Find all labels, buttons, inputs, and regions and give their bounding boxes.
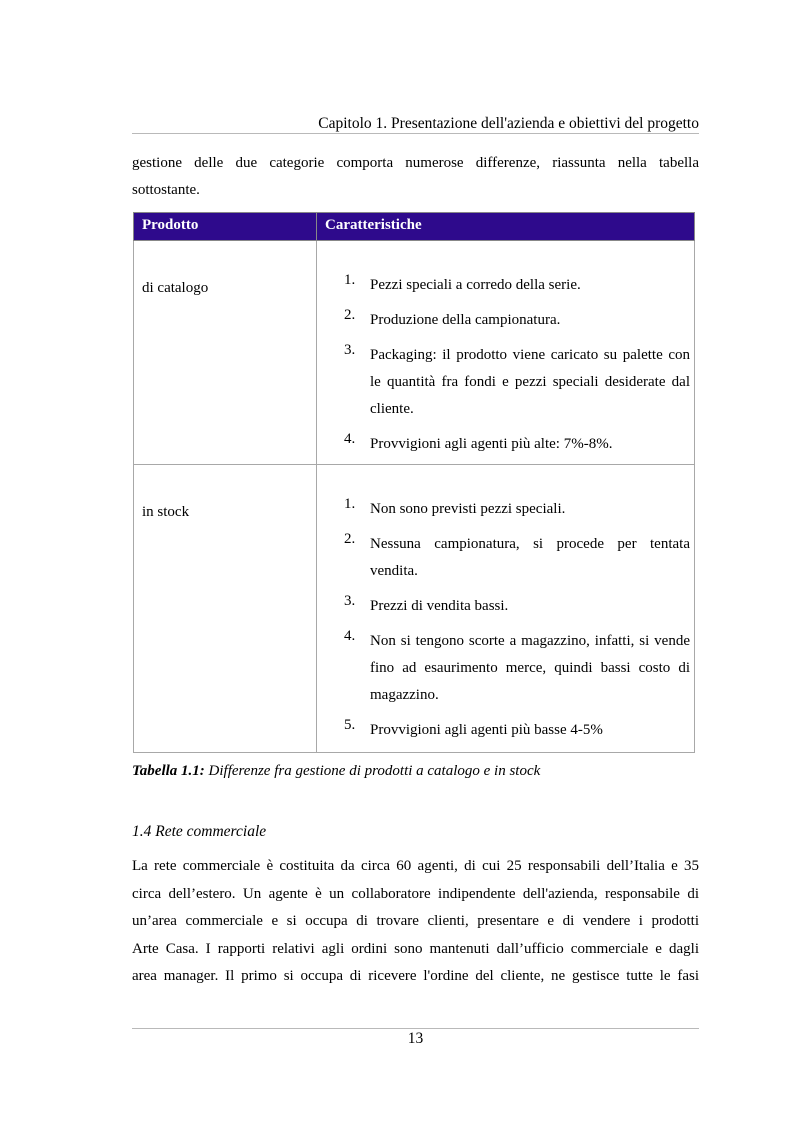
intro-paragraph — [132, 150, 699, 204]
feature-list — [317, 272, 690, 458]
section-title: 1.4 Rete commerciale — [132, 823, 267, 840]
product-name: in stock — [142, 504, 190, 520]
running-header: Capitolo 1. Presentazione dell'azienda e obiettivi del progetto — [318, 115, 699, 132]
page-number: 13 — [407, 1030, 424, 1047]
feature-item — [344, 431, 690, 458]
feature-item — [344, 496, 690, 523]
intro-line: gestione delle due categorie comporta numerose differenze, riassunta nella tabella — [132, 155, 699, 171]
feature-text: Pezzi speciali a corredo della serie. — [370, 277, 581, 293]
feature-number: 2. — [344, 307, 356, 323]
body-paragraph — [132, 853, 699, 991]
feature-item — [344, 272, 690, 299]
feature-text: Nessuna campionatura, si procede per tentata vendita. — [370, 536, 690, 579]
feature-text: Prezzi di vendita bassi. — [370, 598, 509, 614]
table-header-row — [134, 213, 695, 241]
product-cell — [134, 465, 317, 753]
feature-text: Non sono previsti pezzi speciali. — [370, 501, 566, 517]
feature-text: Produzione della campionatura. — [370, 312, 561, 328]
feature-text: Non si tengono scorte a magazzino, infatti, si vende fino ad esaurimento merce, quindi bassi costo di magazzino. — [370, 633, 690, 703]
differences-table — [133, 212, 695, 753]
table-caption — [132, 761, 540, 781]
feature-item — [344, 593, 690, 620]
table-row — [134, 241, 695, 465]
feature-list — [317, 496, 690, 744]
feature-item — [344, 628, 690, 709]
feature-number: 3. — [344, 342, 356, 358]
caption-label: Tabella 1.1: — [132, 763, 205, 779]
feature-item — [344, 531, 690, 585]
paragraph-line: area manager. Il primo si occupa di ricevere l'ordine del cliente, ne gestisce tutte le fasi — [132, 968, 699, 985]
feature-text: Provvigioni agli agenti più basse 4-5% — [370, 722, 603, 738]
feature-number: 5. — [344, 717, 356, 733]
paragraph-line: un’area commerciale e si occupa di trovare clienti, presentare e di vendere i prodotti — [132, 913, 699, 930]
feature-item — [344, 307, 690, 334]
caption-text: Differenze fra gestione di prodotti a catalogo e in stock — [204, 763, 541, 779]
product-cell — [134, 241, 317, 465]
paragraph-line: circa dell’estero. Un agente è un collaboratore indipendente dell'azienda, responsabile di — [132, 885, 699, 902]
feature-item — [344, 342, 690, 423]
feature-number: 2. — [344, 531, 356, 547]
feature-text: Provvigioni agli agenti più alte: 7%-8%. — [370, 436, 613, 452]
table-row — [134, 465, 695, 753]
header-rule — [132, 133, 699, 134]
feature-number: 3. — [344, 593, 356, 609]
feature-text: Packaging: il prodotto viene caricato su palette con le quantità fra fondi e pezzi speciali desiderate dal cliente. — [370, 347, 690, 417]
paragraph-line: Arte Casa. I rapporti relativi agli ordini sono mantenuti dall’ufficio commerciale e dagli — [132, 940, 699, 957]
column-header-product: Prodotto — [134, 213, 317, 241]
intro-line: sottostante. — [132, 182, 200, 198]
paragraph-line: La rete commerciale è costituita da circa 60 agenti, di cui 25 responsabili dell’Italia e 35 — [132, 858, 699, 874]
column-header-features: Caratteristiche — [317, 213, 695, 241]
features-cell — [317, 241, 695, 465]
feature-number: 1. — [344, 272, 356, 288]
product-name: di catalogo — [142, 280, 209, 296]
feature-number: 1. — [344, 496, 356, 512]
features-cell — [317, 465, 695, 753]
feature-number: 4. — [344, 628, 356, 644]
feature-item — [344, 717, 690, 744]
feature-number: 4. — [344, 431, 356, 447]
